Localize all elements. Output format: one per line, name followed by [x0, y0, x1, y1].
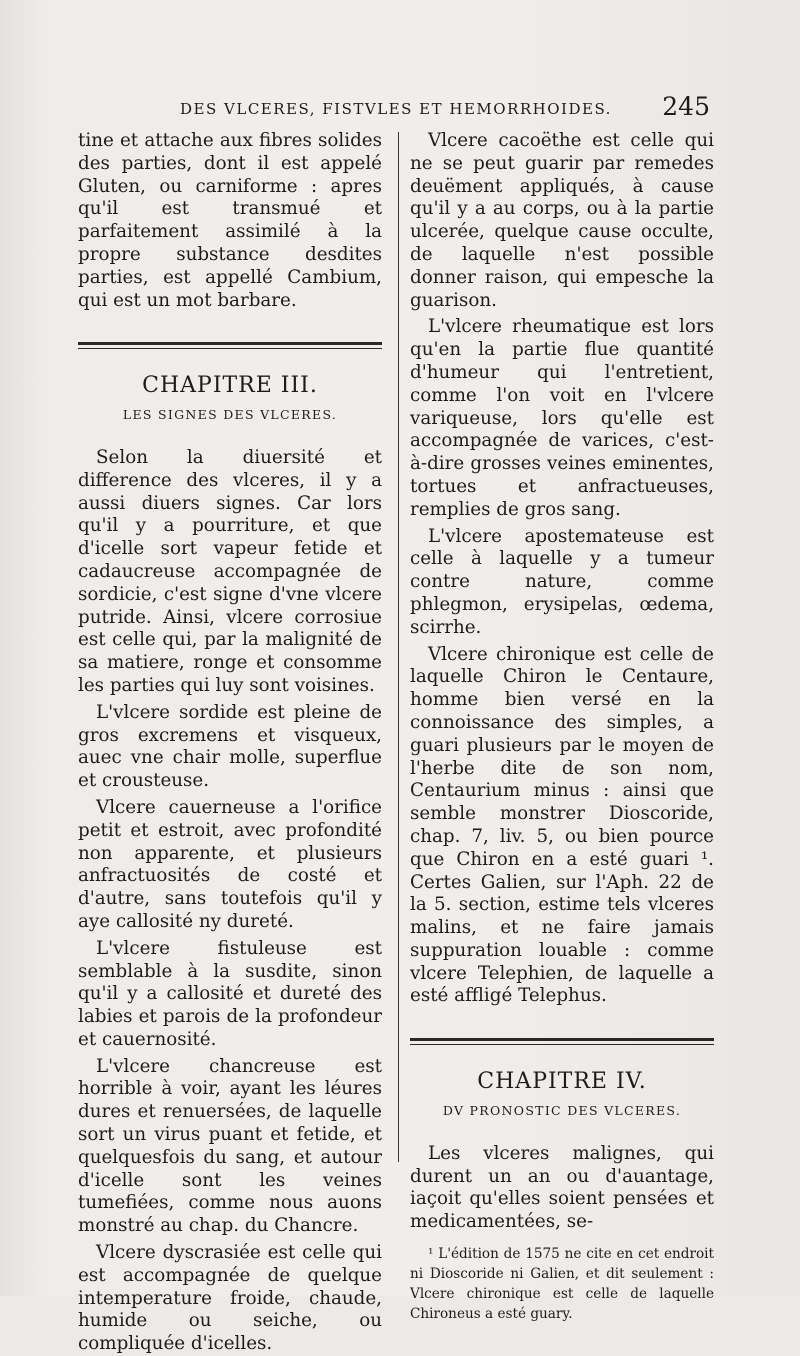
- chapter-title: CHAPITRE III.: [142, 373, 318, 399]
- paragraph: Vlcere dyscrasiée est celle qui est accompagnée de quelque intemperature froide, chaude, humide ou seiche, ou compliquée d'icelles.: [78, 1242, 382, 1355]
- paragraph: Vlcere cauerneuse a l'orifice petit et estroit, avec profondité non apparente, et plusieurs anfractuosités de costé et d'autre, sans toutefois qu'il y aye callosité ny dureté.: [78, 796, 382, 932]
- running-head: DES VLCERES, FISTVLES ET HEMORRHOIDES.: [180, 100, 612, 118]
- paragraph: Les vlceres malignes, qui durent un an ou d'auantage, iaçoit qu'elles soient pensées et medicamentées, se-: [410, 1142, 714, 1233]
- column-divider: [398, 132, 399, 1162]
- paragraph: tine et attache aux fibres solides des parties, dont il est appelé Gluten, ou carniforme : apres qu'il est transmué et parfaitement assimilé à la propre substance desdites parties, est appellé Cambium, qui est un mot barbare.: [78, 130, 382, 311]
- paragraph: Vlcere cacoëthe est celle qui ne se peut guarir par remedes deuëment appliqués, à cause qu'il y a au corps, ou à la partie ulcerée, quelque cause occulte, de laquelle n'est possible donner raison, qui empesche la guarison.: [410, 130, 714, 311]
- chapter-subtitle: LES SIGNES DES VLCERES.: [122, 407, 338, 423]
- left-column: [78, 130, 382, 1356]
- paragraph: L'vlcere apostemateuse est celle à laquelle y a tumeur contre nature, comme phlegmon, erysipelas, œdema, scirrhe.: [410, 525, 714, 638]
- paragraph: L'vlcere sordide est pleine de gros excremens et visqueux, auec vne chair molle, superflue et crousteuse.: [78, 701, 382, 792]
- paragraph: L'vlcere chancreuse est horrible à voir, ayant les léures dures et renuersées, de laquelle sort un virus puant et fetide, et quelquesfois du sang, et autour d'icelle sont les veines tumefiées, comme nous auons monstré au chap. du Chancre.: [78, 1055, 382, 1237]
- page-header: [180, 92, 710, 126]
- chapter-rule: [78, 342, 382, 349]
- chapter-rule: [410, 1038, 714, 1045]
- chapter-title: CHAPITRE IV.: [477, 1069, 647, 1095]
- paragraph: L'vlcere rheumatique est lors qu'en la partie flue quantité d'humeur qui l'entretient, comme l'on voit en l'vlcere variqueuse, lors qu'elle est accompagnée de varices, c'est-à-dire grosses veines eminentes, tortues et anfractueuses, remplies de gros sang.: [410, 316, 714, 520]
- chapter-subtitle: DV PRONOSTIC DES VLCERES.: [442, 1103, 682, 1119]
- paragraph: L'vlcere fistuleuse est semblable à la susdite, sinon qu'il y a callosité et dureté des labies et parois de la profondeur et cauernosité.: [78, 937, 382, 1050]
- page-number: 245: [662, 92, 710, 121]
- paragraph: Vlcere chironique est celle de laquelle Chiron le Centaure, homme bien versé en la connoissance des simples, a guari plusieurs par le moyen de l'herbe dite de son nom, Centaurium minus : ainsi que semble monstrer Dioscoride, chap. 7, liv. 5, ou bien pource que Chiron en a esté guari ¹. Certes Galien, sur l'Aph. 22 de la 5. section, estime tels vlceres malins, et ne faire jamais suppuration louable : comme vlcere Telephien, de laquelle a esté affligé Telephus.: [410, 643, 714, 1007]
- footnote: [410, 1244, 714, 1324]
- paragraph: Selon la diuersité et difference des vlceres, il y a aussi diuers signes. Car lors qu'il y a pourriture, et que d'icelle sort vapeur fetide et cadaucreuse accompagnée de sordicie, c'est signe d'vne vlcere putride. Ainsi, vlcere corrosiue est celle qui, par la malignité de sa matiere, ronge et consomme les parties qui luy sont voisines.: [78, 446, 382, 696]
- right-column: [410, 130, 714, 1324]
- footnote-text: ¹ L'édition de 1575 ne cite en cet endroit ni Dioscoride ni Galien, et dit seulement : Vlcere chironique est celle de laquelle Chironeus a esté guary.: [410, 1246, 714, 1323]
